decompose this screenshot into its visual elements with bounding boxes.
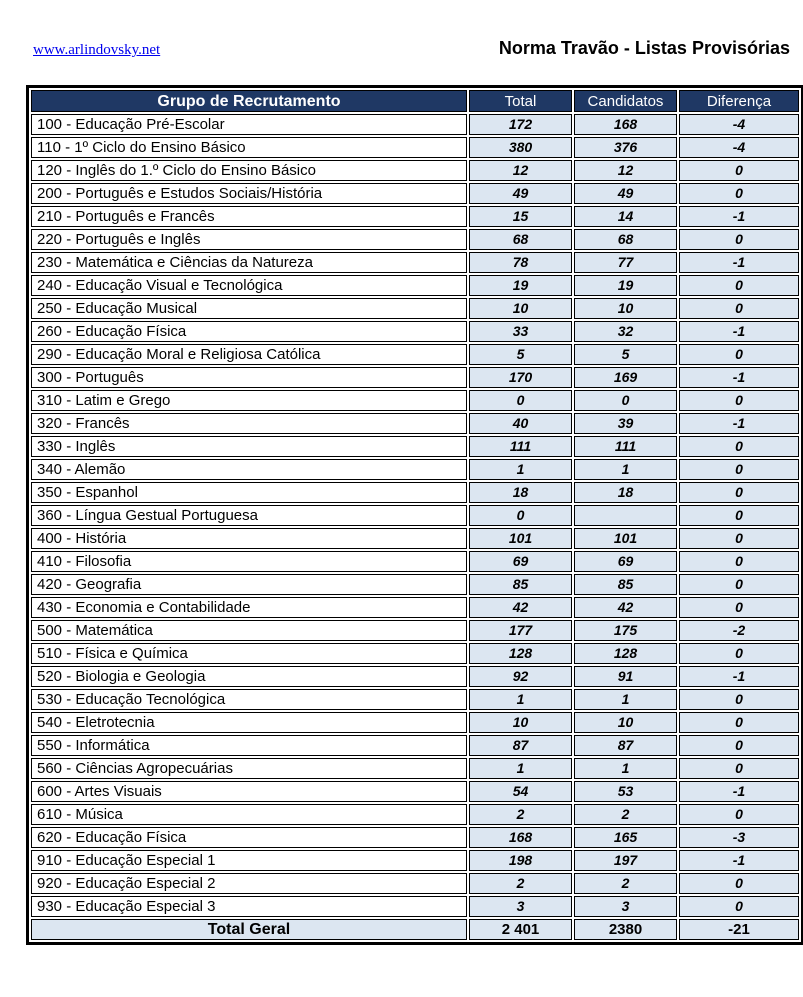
total-cell: 111 [469,436,572,457]
total-cell: 10 [469,298,572,319]
total-cell: 1 [469,689,572,710]
candidatos-cell: 32 [574,321,677,342]
candidatos-cell: 87 [574,735,677,756]
candidatos-cell: 111 [574,436,677,457]
diferenca-cell: 0 [679,643,799,664]
total-cell: 85 [469,574,572,595]
grupo-cell: 120 - Inglês do 1.º Ciclo do Ensino Básico [31,160,467,181]
total-row-diferenca: -21 [679,919,799,940]
grupo-cell: 530 - Educação Tecnológica [31,689,467,710]
diferenca-cell: -2 [679,620,799,641]
grupo-cell: 930 - Educação Especial 3 [31,896,467,917]
col-header-candidatos: Candidatos [574,90,677,112]
candidatos-cell: 1 [574,459,677,480]
grupo-cell: 340 - Alemão [31,459,467,480]
total-cell: 49 [469,183,572,204]
table-body [31,114,799,917]
table-row [31,827,799,848]
diferenca-cell: 0 [679,804,799,825]
table-row [31,896,799,917]
total-cell: 2 [469,804,572,825]
candidatos-cell: 19 [574,275,677,296]
diferenca-cell: 0 [679,275,799,296]
candidatos-cell: 3 [574,896,677,917]
diferenca-cell: 0 [679,183,799,204]
grupo-cell: 230 - Matemática e Ciências da Natureza [31,252,467,273]
grupo-cell: 500 - Matemática [31,620,467,641]
candidatos-cell: 2 [574,873,677,894]
table-row [31,275,799,296]
candidatos-cell: 10 [574,712,677,733]
grupo-cell: 300 - Português [31,367,467,388]
recruitment-table [26,85,803,945]
candidatos-cell: 12 [574,160,677,181]
total-cell: 69 [469,551,572,572]
total-cell: 18 [469,482,572,503]
total-cell: 380 [469,137,572,158]
total-row-label: Total Geral [31,919,467,940]
total-cell: 168 [469,827,572,848]
candidatos-cell: 165 [574,827,677,848]
table-row [31,436,799,457]
grupo-cell: 510 - Física e Química [31,643,467,664]
table-row [31,459,799,480]
total-cell: 1 [469,459,572,480]
diferenca-cell: -1 [679,206,799,227]
candidatos-cell: 1 [574,689,677,710]
total-cell: 78 [469,252,572,273]
diferenca-cell: -1 [679,413,799,434]
candidatos-cell: 68 [574,229,677,250]
total-cell: 1 [469,758,572,779]
total-cell: 177 [469,620,572,641]
total-cell: 128 [469,643,572,664]
diferenca-cell: 0 [679,390,799,411]
diferenca-cell: 0 [679,459,799,480]
grupo-cell: 310 - Latim e Grego [31,390,467,411]
total-cell: 19 [469,275,572,296]
website-link[interactable]: www.arlindovsky.net [33,42,161,58]
candidatos-cell: 49 [574,183,677,204]
candidatos-cell: 1 [574,758,677,779]
grupo-cell: 220 - Português e Inglês [31,229,467,250]
total-cell: 87 [469,735,572,756]
total-cell: 0 [469,390,572,411]
table-row [31,344,799,365]
table-row [31,137,799,158]
diferenca-cell: -4 [679,114,799,135]
diferenca-cell: -1 [679,252,799,273]
total-cell: 2 [469,873,572,894]
table-row [31,574,799,595]
candidatos-cell: 168 [574,114,677,135]
grupo-cell: 350 - Espanhol [31,482,467,503]
candidatos-cell: 53 [574,781,677,802]
total-cell: 0 [469,505,572,526]
diferenca-cell: -1 [679,850,799,871]
diferenca-cell: 0 [679,229,799,250]
candidatos-cell: 197 [574,850,677,871]
diferenca-cell: -1 [679,666,799,687]
candidatos-cell: 18 [574,482,677,503]
diferenca-cell: -3 [679,827,799,848]
candidatos-cell: 0 [574,390,677,411]
candidatos-cell: 5 [574,344,677,365]
table-row [31,252,799,273]
diferenca-cell: 0 [679,712,799,733]
total-cell: 5 [469,344,572,365]
table-row [31,160,799,181]
candidatos-cell: 169 [574,367,677,388]
table-row [31,114,799,135]
grupo-cell: 210 - Português e Francês [31,206,467,227]
candidatos-cell: 175 [574,620,677,641]
total-cell: 92 [469,666,572,687]
page-title: Norma Travão - Listas Provisórias [498,38,790,58]
table-row [31,482,799,503]
grupo-cell: 400 - História [31,528,467,549]
grupo-cell: 260 - Educação Física [31,321,467,342]
total-cell: 33 [469,321,572,342]
grupo-cell: 520 - Biologia e Geologia [31,666,467,687]
grupo-cell: 330 - Inglês [31,436,467,457]
candidatos-cell: 101 [574,528,677,549]
diferenca-cell: 0 [679,896,799,917]
diferenca-cell: 0 [679,551,799,572]
candidatos-cell: 85 [574,574,677,595]
total-row-candidatos: 2380 [574,919,677,940]
diferenca-cell: 0 [679,505,799,526]
total-cell: 101 [469,528,572,549]
candidatos-cell: 10 [574,298,677,319]
table-row [31,367,799,388]
diferenca-cell: 0 [679,482,799,503]
table-row [31,758,799,779]
table-row [31,183,799,204]
diferenca-cell: -1 [679,367,799,388]
grupo-cell: 290 - Educação Moral e Religiosa Católica [31,344,467,365]
grupo-cell: 200 - Português e Estudos Sociais/História [31,183,467,204]
table-row [31,321,799,342]
candidatos-cell: 91 [574,666,677,687]
candidatos-cell: 39 [574,413,677,434]
grupo-cell: 920 - Educação Especial 2 [31,873,467,894]
total-cell: 3 [469,896,572,917]
total-cell: 170 [469,367,572,388]
grupo-cell: 560 - Ciências Agropecuárias [31,758,467,779]
grupo-cell: 410 - Filosofia [31,551,467,572]
total-row [31,919,799,940]
diferenca-cell: 0 [679,689,799,710]
table-row [31,298,799,319]
diferenca-cell: -1 [679,321,799,342]
diferenca-cell: 0 [679,597,799,618]
diferenca-cell: -1 [679,781,799,802]
table-row [31,528,799,549]
table-row [31,735,799,756]
grupo-cell: 550 - Informática [31,735,467,756]
table-row [31,597,799,618]
diferenca-cell: -4 [679,137,799,158]
diferenca-cell: 0 [679,344,799,365]
table-row [31,873,799,894]
table-row [31,505,799,526]
table-row [31,643,799,664]
candidatos-cell [574,505,677,526]
grupo-cell: 540 - Eletrotecnia [31,712,467,733]
col-header-total: Total [469,90,572,112]
table-row [31,712,799,733]
diferenca-cell: 0 [679,436,799,457]
candidatos-cell: 376 [574,137,677,158]
page-header [33,38,790,59]
col-header-diferenca: Diferença [679,90,799,112]
diferenca-cell: 0 [679,298,799,319]
diferenca-cell: 0 [679,873,799,894]
candidatos-cell: 42 [574,597,677,618]
table-row [31,206,799,227]
grupo-cell: 110 - 1º Ciclo do Ensino Básico [31,137,467,158]
diferenca-cell: 0 [679,528,799,549]
table-row [31,666,799,687]
total-cell: 15 [469,206,572,227]
total-cell: 172 [469,114,572,135]
total-row-total: 2 401 [469,919,572,940]
grupo-cell: 100 - Educação Pré-Escolar [31,114,467,135]
grupo-cell: 620 - Educação Física [31,827,467,848]
table-row [31,390,799,411]
total-cell: 68 [469,229,572,250]
grupo-cell: 420 - Geografia [31,574,467,595]
total-cell: 12 [469,160,572,181]
grupo-cell: 430 - Economia e Contabilidade [31,597,467,618]
grupo-cell: 610 - Música [31,804,467,825]
total-cell: 54 [469,781,572,802]
candidatos-cell: 14 [574,206,677,227]
grupo-cell: 600 - Artes Visuais [31,781,467,802]
table-row [31,689,799,710]
table-row [31,804,799,825]
table-row [31,620,799,641]
grupo-cell: 250 - Educação Musical [31,298,467,319]
diferenca-cell: 0 [679,574,799,595]
table-row [31,551,799,572]
grupo-cell: 910 - Educação Especial 1 [31,850,467,871]
diferenca-cell: 0 [679,758,799,779]
diferenca-cell: 0 [679,735,799,756]
candidatos-cell: 2 [574,804,677,825]
col-header-grupo: Grupo de Recrutamento [31,90,467,112]
candidatos-cell: 77 [574,252,677,273]
table-row [31,781,799,802]
total-cell: 42 [469,597,572,618]
total-cell: 198 [469,850,572,871]
table-row [31,229,799,250]
total-cell: 10 [469,712,572,733]
grupo-cell: 240 - Educação Visual e Tecnológica [31,275,467,296]
diferenca-cell: 0 [679,160,799,181]
total-cell: 40 [469,413,572,434]
candidatos-cell: 128 [574,643,677,664]
grupo-cell: 320 - Francês [31,413,467,434]
candidatos-cell: 69 [574,551,677,572]
table-header-row [31,90,799,112]
grupo-cell: 360 - Língua Gestual Portuguesa [31,505,467,526]
table-row [31,413,799,434]
table-row [31,850,799,871]
